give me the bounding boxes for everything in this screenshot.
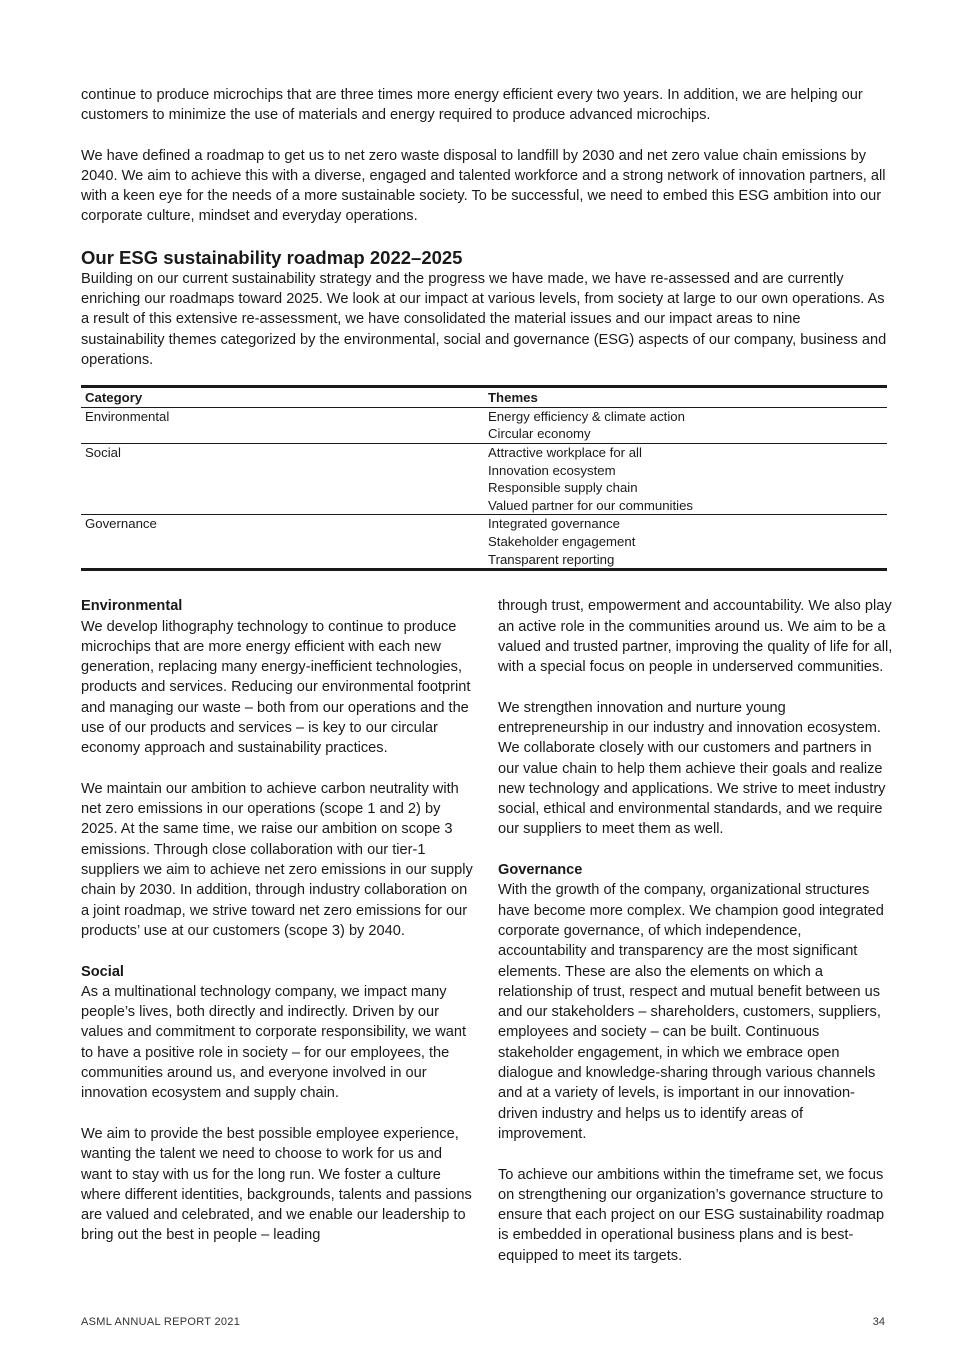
social-paragraph-1: As a multinational technology company, we impact many people’s lives, both directly and indirectly. Driven by our values and commitment to corporate responsibility, we want to have a positive role in society – for our employees, the communities around us, and everyone involved in our innovation ecosystem and supply chain.: [81, 983, 467, 1102]
table-row: [81, 444, 887, 515]
two-column-body: [81, 596, 893, 1266]
themes-cell: [484, 444, 887, 515]
social-section: [81, 962, 476, 1104]
environmental-paragraph-1: We develop lithography technology to continue to produce microchips that are more energy efficient with each new generation, replacing many energy-inefficient technologies, products and services. Reducing our environmental footprint and managing our waste – both from our operations and the use of our products and services – is key to our circular economy approach and sustainability practices.: [81, 618, 471, 757]
left-column: [81, 596, 476, 1266]
theme-item: Circular economy: [488, 426, 591, 442]
header-category: Category: [81, 387, 484, 408]
category-cell: Environmental: [85, 408, 170, 424]
theme-item: Transparent reporting: [488, 551, 615, 567]
governance-paragraph-2: To achieve our ambitions within the timeframe set, we focus on strengthening our organization’s governance structure to ensure that each project on our ESG sustainability roadmap is embedded in operational business plans and is best-equipped to meet its targets.: [498, 1166, 885, 1264]
environmental-section: [81, 596, 476, 758]
social-paragraph-2-continued: through trust, empowerment and accountability. We also play an active role in the communities around us. We aim to be a valued and trusted partner, improving the quality of life for all, with a special focus on people in underserved communities.: [498, 598, 893, 676]
theme-item: Energy efficiency & climate action: [488, 408, 685, 424]
table-header-row: [81, 387, 887, 408]
theme-item: Responsible supply chain: [488, 480, 638, 496]
social-heading: Social: [81, 963, 124, 980]
governance-paragraph-1: With the growth of the company, organizational structures have become more complex. We champion good integrated corporate governance, of which independence, accountability and transparency are the most significant elements. These are also the elements on which a relationship of trust, respect and mutual benefit between us and our stakeholders – shareholders, customers, suppliers, employees and society – can be built. Continuous stakeholder engagement, in which we embrace open dialogue and knowledge-sharing through various channels and at a variety of levels, is important in our innovation-driven industry and helps us to identify areas of improvement.: [498, 882, 884, 1142]
intro-paragraph-1: continue to produce microchips that are three times more energy efficient every two years. In addition, we are helping our customers to minimize the use of materials and energy required to produce advanced microchips.: [81, 87, 863, 124]
category-cell: Social: [81, 444, 484, 515]
footer-page-number: 34: [872, 1316, 885, 1328]
theme-item: Innovation ecosystem: [488, 462, 616, 478]
intro-section: [81, 85, 887, 227]
roadmap-heading: Our ESG sustainability roadmap 2022–2025: [81, 246, 463, 268]
theme-item: Valued partner for our communities: [488, 497, 693, 513]
governance-section: [498, 860, 893, 1144]
social-paragraph-2: We aim to provide the best possible employee experience, wanting the talent we need to choose to work for us and want to stay with us for the long run. We foster a culture where different identities, backgrounds, talents and passions are valued and celebrated, and we enable our leadership to bring out the best in people – leading: [81, 1125, 472, 1244]
themes-cell: [484, 407, 887, 443]
intro-paragraph-2: We have defined a roadmap to get us to net zero waste disposal to landfill by 2030 and net zero value chain emissions by 2040. We aim to achieve this with a diverse, engaged and talented workforce and a strong network of innovation partners, all with a keen eye for the needs of a more sustainable society. To be successful, we need to embed this ESG ambition into our corporate culture, mindset and everyday operations.: [81, 147, 886, 225]
table-row: [81, 515, 887, 570]
table-row: [81, 407, 887, 443]
roadmap-intro: Building on our current sustainability strategy and the progress we have made, we have re-assessed and are currently enriching our roadmaps toward 2025. We look at our impact at various levels, from society at large to our own operations. As a result of this extensive re-assessment, we have consolidated the material issues and our impact areas to nine sustainability themes categorized by the environmental, social and governance (ESG) aspects of our company, business and operations.: [81, 270, 887, 368]
social-paragraph-3: We strengthen innovation and nurture young entrepreneurship in our industry and innovation ecosystem. We collaborate closely with our customers and partners in our value chain to help them achieve their goals and realize new technology and applications. We strive to meet industry social, ethical and environmental standards, and we require our suppliers to meet them as well.: [498, 699, 886, 838]
theme-item: Stakeholder engagement: [488, 534, 636, 550]
category-cell: Governance: [81, 515, 484, 570]
right-column: [498, 596, 893, 1266]
header-themes: Themes: [484, 387, 887, 408]
themes-cell: [484, 515, 887, 570]
page-content: [81, 85, 893, 1266]
footer-report-name: ASML ANNUAL REPORT 2021: [81, 1316, 241, 1328]
governance-heading: Governance: [498, 862, 583, 879]
environmental-paragraph-2: We maintain our ambition to achieve carbon neutrality with net zero emissions in our operations (scope 1 and 2) by 2025. At the same time, we raise our ambition on scope 3 emissions. Through close collaboration with our tier-1 suppliers we aim to achieve net zero emissions in our supply chain by 2030. In addition, through industry collaboration on a joint roadmap, we strive toward net zero emissions for our products’ use at our customers (scope 3) by 2040.: [81, 780, 473, 939]
theme-item: Attractive workplace for all: [488, 445, 642, 461]
theme-item: Integrated governance: [488, 516, 620, 532]
environmental-heading: Environmental: [81, 598, 183, 615]
esg-themes-table: [81, 385, 887, 571]
